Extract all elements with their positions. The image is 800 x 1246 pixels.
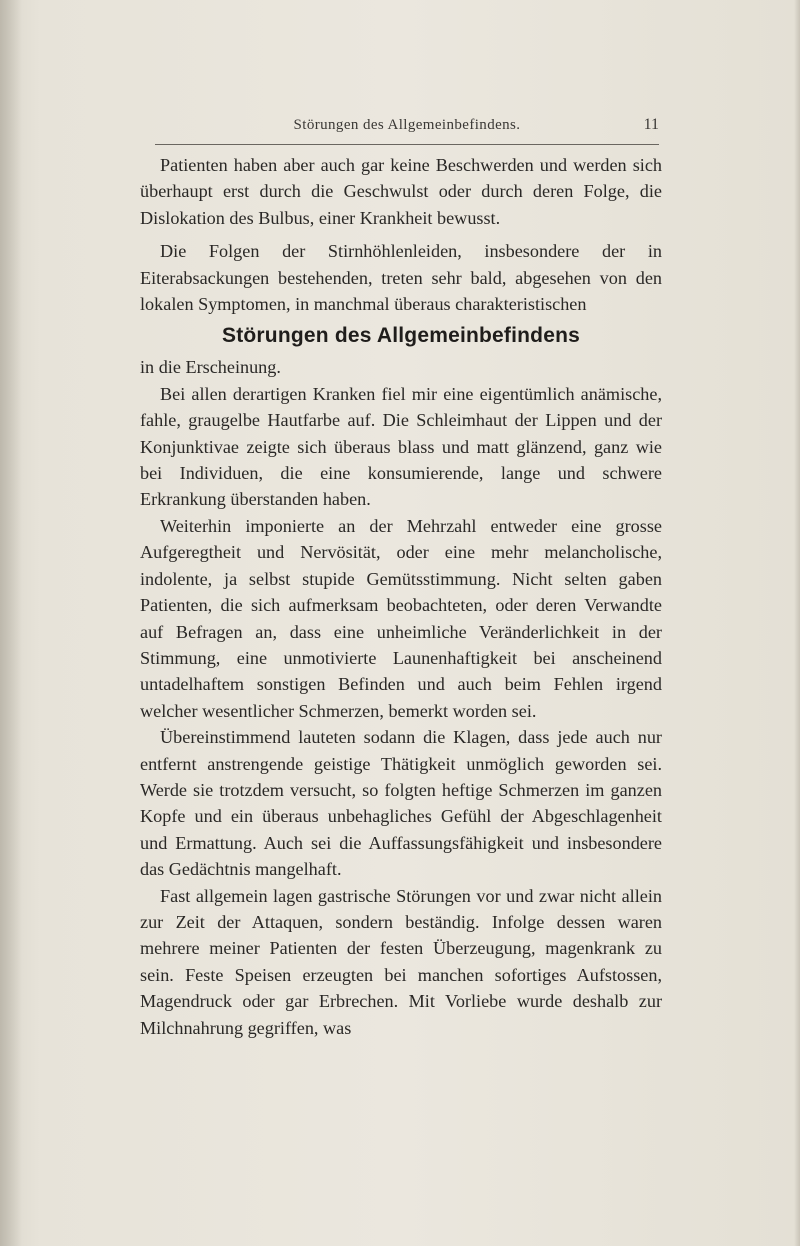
paragraph-continuation: in die Erscheinung. xyxy=(140,357,281,378)
header-rule xyxy=(155,144,659,145)
paragraph: Patienten haben aber auch gar keine Beschwerden und werden sich überhaupt erst durch die Geschwulst oder durch deren Folge, die Dislokation des Bulbus, einer Krankheit bewusst. xyxy=(140,155,662,228)
section-heading: Störungen des Allgemeinbefindens xyxy=(222,324,580,348)
paragraph: Weiterhin imponierte an der Mehrzahl entweder eine grosse Aufgeregtheit und Nervösität, oder eine mehr melancholische, indolente, ja selbst stupide Gemütsstimmung. Nicht selten gaben Patienten, die sich aufmerksam beobachteten, oder deren Verwandte auf Befragen an, dass eine unheimliche Veränderlichkeit in der Stimmung, eine unmotivierte Launenhaftigkeit bei anscheinend untadelhaftem sonstigen Befinden und auch beim Fehlen irgend welcher wesentlicher Schmerzen, bemerkt worden sei. xyxy=(140,515,662,721)
binding-shadow xyxy=(0,0,22,1246)
paragraph: Fast allgemein lagen gastrische Störungen vor und zwar nicht allein zur Zeit der Attaquen, sondern beständig. Infolge dessen waren mehrere meiner Patienten der festen Überzeugung, magenkrank zu sein. Feste Speisen erzeugten bei manchen sofortiges Aufstossen, Magendruck oder gar Erbrechen. Mit Vorliebe wurde deshalb zur Milchnahrung gegriffen, was xyxy=(140,885,662,1038)
running-head xyxy=(155,117,659,141)
paragraph: Bei allen derartigen Kranken fiel mir eine eigentümlich anämische, fahle, graugelbe Hautfarbe auf. Die Schleimhaut der Lippen und der Konjunktivae zeigte sich überaus blass und matt glänzend, ganz wie bei Individuen, die eine konsumierende, lange und schwere Erkrankung überstanden haben. xyxy=(140,383,662,510)
paragraph: Übereinstimmend lauteten sodann die Klagen, dass jede auch nur entfernt anstrengende geistige Thätigkeit unmöglich geworden sei. Werde sie trotzdem versucht, so folgten heftige Schmerzen im ganzen Kopfe und ein überaus unbehagliches Gefühl der Abgeschlagenheit und Ermattung. Auch sei die Auffassungsfähigkeit und insbesondere das Gedächtnis mangelhaft. xyxy=(140,727,662,880)
page-edge xyxy=(794,0,800,1246)
running-title: Störungen des Allgemeinbefindens. xyxy=(293,117,521,133)
page-number: 11 xyxy=(643,116,659,133)
body-text xyxy=(140,152,662,1041)
paragraph: Die Folgen der Stirnhöhlenleiden, insbesondere der in Eiterabsackungen bestehenden, treten sehr bald, abgesehen von den lokalen Symptomen, in manchmal überaus charakteristischen xyxy=(140,241,662,315)
